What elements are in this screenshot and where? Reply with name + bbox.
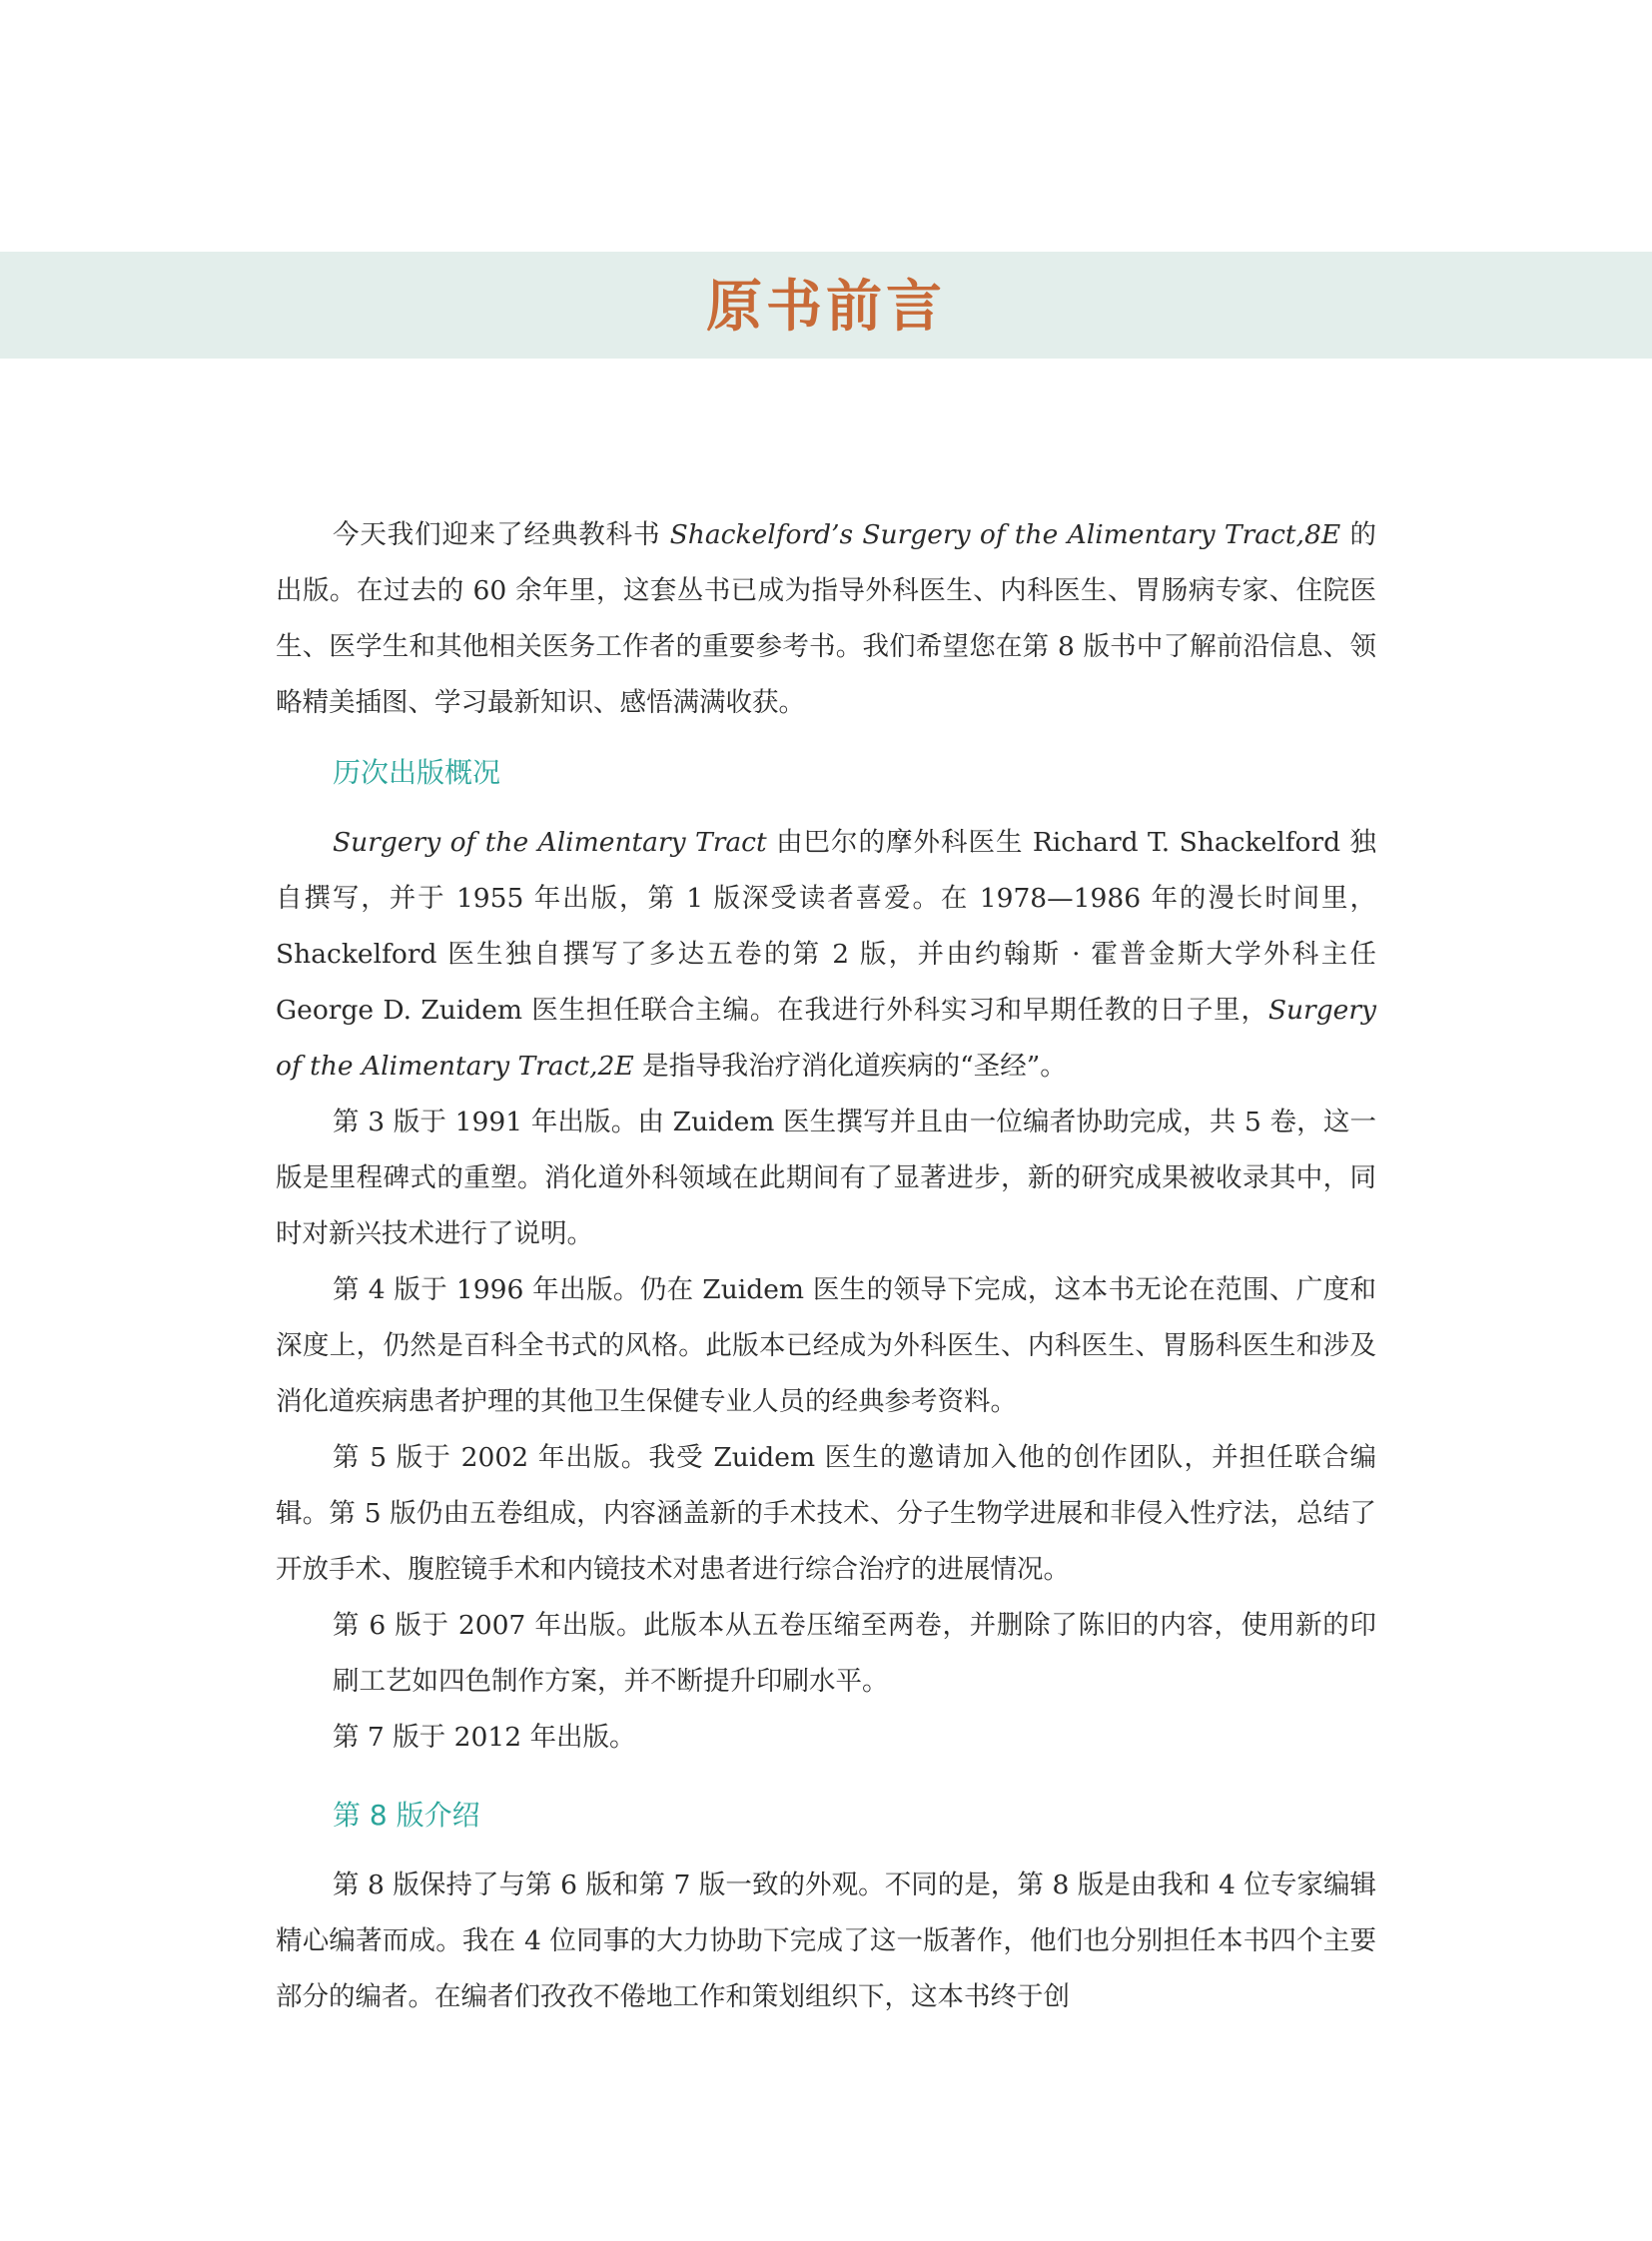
history-text-b: 是指导我治疗消化道疾病的“圣经”。 bbox=[633, 1051, 1067, 1082]
main-content bbox=[276, 507, 1376, 2025]
history-book-title-b: Surgery of the Alimentary Tract,2E bbox=[276, 995, 1376, 1082]
section-heading-8th-edition: 第 8 版介绍 bbox=[333, 1799, 480, 1832]
history-paragraph-4: 第 5 版于 2002 年出版。我受 Zuidem 医生的邀请加入他的创作团队，并担任联合编辑。第 5 版仍由五卷组成，内容涵盖新的手术技术、分子生物学进展和非侵入性疗法，总结了开放手术、腹腔镜手术和内镜技术对患者进行综合治疗的进展情况。 bbox=[276, 1442, 1376, 1585]
intro-text-b: 的出版。在过去的 60 余年里，这套丛书已成为指导外科医生、内科医生、胃肠病专家、住院医生、医学生和其他相关医务工作者的重要参考书。我们希望您在第 8 版书中了解前沿信息、领略精美插图、学习最新知识、感悟满满收获。 bbox=[276, 519, 1376, 718]
history-book-title-a: Surgery of the Alimentary Tract bbox=[333, 827, 767, 858]
intro-paragraph bbox=[276, 507, 1376, 731]
intro-text-a: 今天我们迎来了经典教科书 bbox=[333, 519, 670, 550]
title-band bbox=[0, 252, 1652, 359]
history-paragraph-1 bbox=[276, 815, 1376, 1095]
history-paragraph-3: 第 4 版于 1996 年出版。仍在 Zuidem 医生的领导下完成，这本书无论在范围、广度和深度上，仍然是百科全书式的风格。此版本已经成为外科医生、内科医生、胃肠科医生和涉及消化道疾病患者护理的其他卫生保健专业人员的经典参考资料。 bbox=[276, 1274, 1376, 1417]
edition8-paragraph-1: 第 8 版保持了与第 6 版和第 7 版一致的外观。不同的是，第 8 版是由我和 4 位专家编辑精心编著而成。我在 4 位同事的大力协助下完成了这一版著作，他们也分别担任本书四个主要部分的编者。在编者们孜孜不倦地工作和策划组织下，这本书终于创 bbox=[276, 1869, 1376, 2012]
history-paragraph-2: 第 3 版于 1991 年出版。由 Zuidem 医生撰写并且由一位编者协助完成，共 5 卷，这一版是里程碑式的重塑。消化道外科领域在此期间有了显著进步，新的研究成果被收录其中，同时对新兴技术进行了说明。 bbox=[276, 1107, 1376, 1249]
page-title: 原书前言 bbox=[706, 273, 946, 340]
section-heading-history: 历次出版概况 bbox=[333, 756, 501, 789]
history-paragraph-5: 第 6 版于 2007 年出版。此版本从五卷压缩至两卷，并删除了陈旧的内容，使用新的印刷工艺如四色制作方案，并不断提升印刷水平。 bbox=[333, 1610, 1376, 1697]
history-text-a: 由巴尔的摩外科医生 Richard T. Shackelford 独自撰写，并于 1955 年出版，第 1 版深受读者喜爱。在 1978—1986 年的漫长时间里，Shackelford 医生独自撰写了多达五卷的第 2 版，并由约翰斯 · 霍普金斯大学外科主任 George D. Zuidem 医生担任联合主编。在我进行外科实习和早期任教的日子里， bbox=[276, 827, 1376, 1026]
history-paragraph-6: 第 7 版于 2012 年出版。 bbox=[333, 1722, 636, 1753]
intro-book-title: Shackelford’s Surgery of the Alimentary Tract,8E bbox=[669, 519, 1341, 550]
